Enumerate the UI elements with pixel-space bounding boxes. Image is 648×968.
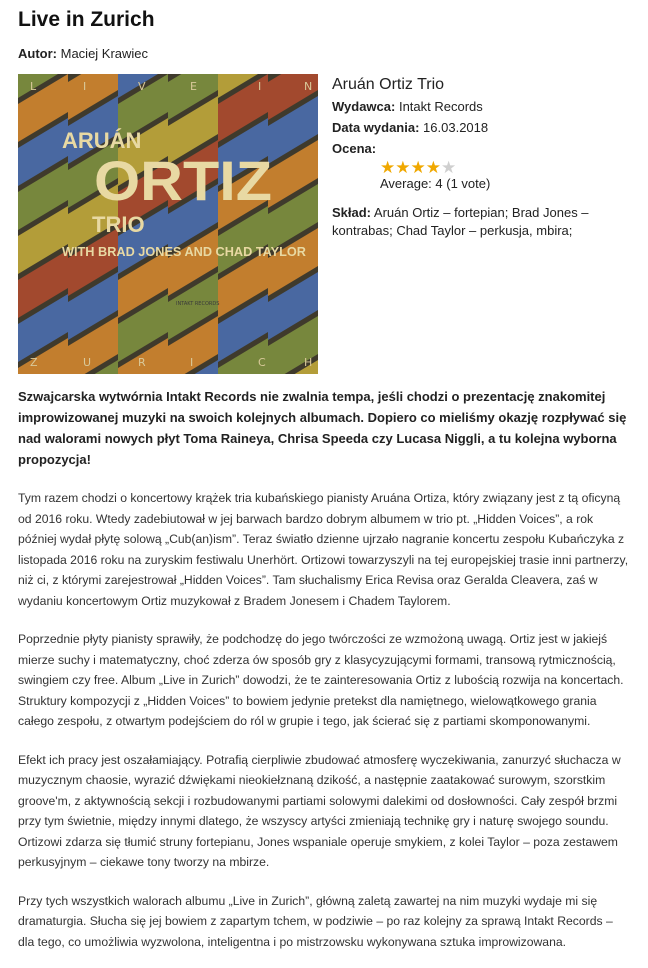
lineup-value: Aruán Ortiz – fortepian; Brad Jones – kontrabas; Chad Taylor – perkusja, mbira; [332,205,589,238]
cover-label: INTAKT RECORDS [176,301,220,307]
cover-letter: C [258,356,266,369]
publisher-row [332,96,602,117]
star-filled-icon[interactable]: ★ [425,158,441,177]
article-paragraph: Efekt ich pracy jest oszałamiający. Potrafią cierpliwie zbudować atmosferę wyczekiwania, zanurzyć słuchacza w muzycznym chaosie, wyrazić dźwiękami nieokiełznaną dzikość, a następnie zaatakować surowym, szorstkim groove'm, z aktywnością sekcji i rozbudowanymi partiami solowymi dalekimi od dosłowności. Cały zespół brzmi przy tym świetnie, między innymi dlatego, że wszyscy artyści zmieniają technikę gry i naturę swojego soundu. Ortizowi zdarza się tłumić struny fortepianu, Jones wspaniale operuje smykiem, z kolei Taylor – poza zestawem perkusyjnym – ciekawe tony tworzy na mbirze. [18,752,621,869]
publisher-label: Wydawca: [332,99,396,114]
cover-letter: N [304,80,313,93]
author-label: Autor: [18,46,57,61]
cover-letter: I [190,356,194,369]
cover-letter: V [138,80,146,93]
cover-letter: E [190,80,197,93]
release-date-value: 16.03.2018 [423,120,489,135]
rating-stars[interactable] [380,159,602,176]
album-cover-art [18,74,318,374]
cover-with-line: WITH BRAD JONES AND CHAD TAYLOR [62,245,306,259]
cover-letter: U [83,356,92,369]
publisher-value: Intakt Records [398,99,483,114]
cover-letter: I [83,80,87,93]
cover-letter: R [138,356,146,369]
cover-trio: TRIO [92,212,145,237]
article-paragraph: Przy tych wszystkich walorach albumu „Live in Zurich”, główną zaletą zawartej na nim muzyki wydaje mi się dramaturgia. Słucha się jej bowiem z zapartym tchem, w podziwie – po raz kolejny za sprawą Intakt Records – dla tego, co umożliwia wyzwolona, inteligentna i po mistrzowsku wykonywana sztuka improwizowana. [18,893,613,949]
cover-name-small: ARUÁN [62,128,142,153]
cover-letter: H [304,356,313,369]
release-date-label: Data wydania: [332,120,420,135]
release-date-row [332,117,602,138]
star-filled-icon[interactable]: ★ [395,158,411,177]
star-filled-icon[interactable]: ★ [410,158,426,177]
article-lead: Szwajcarska wytwórnia Intakt Records nie zwalnia tempa, jeśli chodzi o prezentację znakomitej improwizowanej muzyki na swoich kolejnych albumach. Dopiero co mieliśmy okazję rozpływać się nad walorami nowych płyt Toma Raineya, Chrisa Speeda czy Lucasa Niggli, a tu kolejna wyborna propozycja! [18,389,627,467]
lineup-label: Skład: [332,205,372,220]
album-info [18,74,630,374]
lineup [332,204,602,240]
rating-average: Average: 4 (1 vote) [380,176,491,191]
cover-letter: I [258,80,262,93]
article-paragraph: Tym razem chodzi o koncertowy krążek tria kubańskiego pianisty Aruána Ortiza, który związany jest z tą oficyną od 2016 roku. Wtedy zadebiutował w jej barwach bardzo dobrym albumem w trio pt. „Hidden Voices”, a rok później wydał płytę solową „Cub(an)ism”. Teraz światło dzienne ujrzało nagranie koncertu zespołu Kubańczyka z listopada 2016 roku na zuryskim festiwalu Unerhört. Ortizowi towarzyszyli na tej europejskiej trasie inni partnerzy, niż ci, z którymi zarejestrował „Hidden Voices”. Tam słuchalismy Erica Revisa oraz Geralda Cleavera, zaś w wydaniu koncertowym Ortiz muzykował z Bradem Jonesem i Chadem Taylorem. [18,491,629,608]
article-paragraph: Poprzednie płyty pianisty sprawiły, że podchodzę do jego twórczości ze wzmożoną uwagą. Ortiz jest w jakiejś mierze suchy i matematyczny, choć zderza ów sposób gry z klasycyzującymi formami, transową rytmicznością, swingiem czy free. Album „Live in Zurich” dowodzi, że te zainteresowania Ortiz z lubością rozwija na koncertach. Struktury kompozycji z „Hidden Voices” to bowiem jedynie pretekst dla namiętnego, wielowątkowego grania całego zespołu, z otwartym podejściem do ról w grupie i tego, jak ścierać się z partiami skomponowanymi. [18,632,624,728]
cover-letter: L [30,80,37,93]
author-name: Maciej Krawiec [60,46,149,61]
album-cover [18,74,318,374]
page-title: Live in Zurich [18,8,155,31]
album-meta [332,74,602,374]
star-filled-icon[interactable]: ★ [380,158,396,177]
star-empty-icon[interactable]: ★ [441,158,457,177]
author-line [18,46,630,62]
album-artist: Aruán Ortiz Trio [332,76,445,93]
cover-letter: Z [30,356,38,369]
rating-label-row [332,138,602,159]
rating-label: Ocena: [332,141,377,156]
cover-stripes [18,74,318,374]
cover-name-big: ORTIZ [94,149,272,212]
